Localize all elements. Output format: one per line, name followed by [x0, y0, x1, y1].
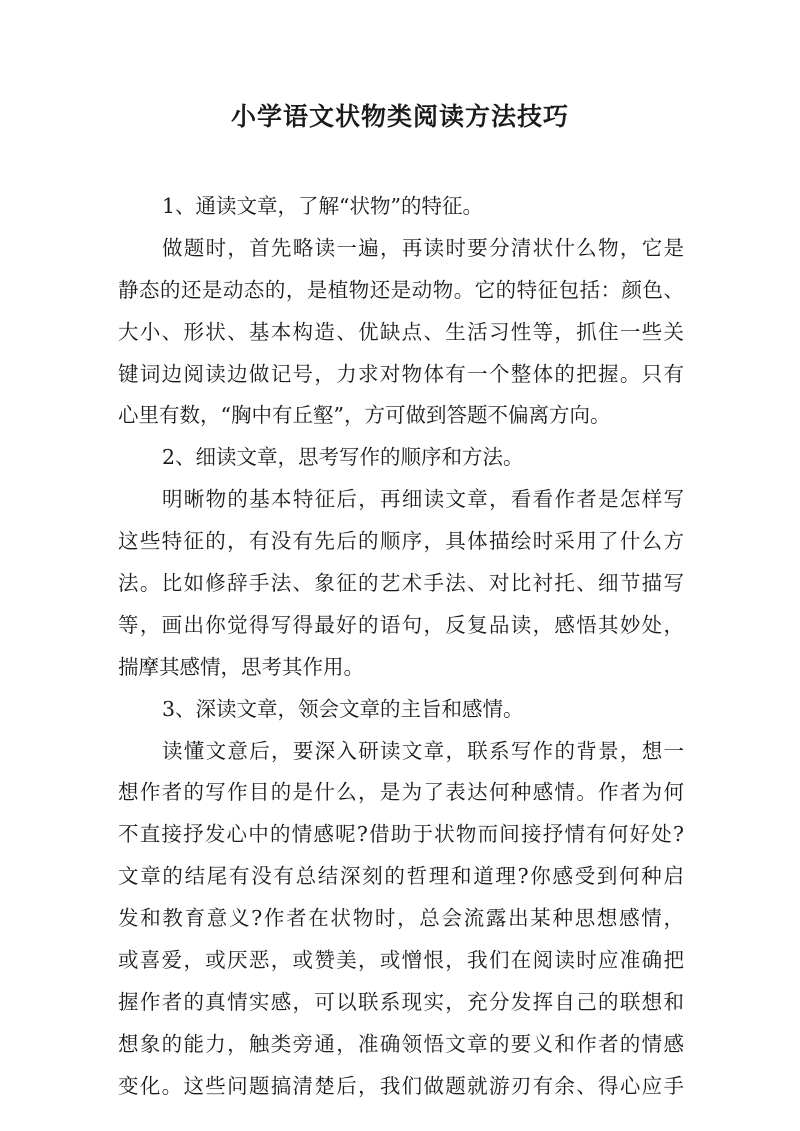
text-line: 键词边阅读边做记号，力求对物体有一个整体的把握。只有 — [118, 361, 684, 386]
text-line: 1、通读文章，了解“状物”的特征。 — [162, 194, 484, 218]
text-line: 静态的还是动态的，是植物还是动物。它的特征包括：颜色、 — [118, 277, 684, 302]
text-line: 读懂文意后，要深入研读文章，联系写作的背景，想一 — [162, 738, 684, 763]
text-line: 或喜爱，或厌恶，或赞美，或憎恨，我们在阅读时应准确把 — [118, 948, 684, 973]
text-line: 心里有数，“胸中有丘壑”，方可做到答题不偏离方向。 — [118, 403, 611, 428]
text-line: 想作者的写作目的是什么，是为了表达何种感情。作者为何 — [118, 780, 684, 805]
text-line: 做题时，首先略读一遍，再读时要分清状什么物，它是 — [162, 235, 684, 260]
document-body — [118, 186, 684, 1108]
text-line: 大小、形状、基本构造、优缺点、生活习性等，抓住一些关 — [118, 319, 684, 344]
text-line: 想象的能力，触类旁通，准确领悟文章的要义和作者的情感 — [118, 1031, 684, 1056]
text-line: 揣摩其感情，思考其作用。 — [118, 654, 364, 679]
text-line: 握作者的真情实感，可以联系现实，充分发挥自己的联想和 — [118, 989, 684, 1014]
text-line: 法。比如修辞手法、象征的艺术手法、对比衬托、细节描写 — [118, 571, 684, 596]
text-line: 3、深读文章，领会文章的主旨和感情。 — [162, 696, 524, 721]
text-line: 变化。这些问题搞清楚后，我们做题就游刃有余、得心应手 — [118, 1073, 684, 1098]
text-line: 2、细读文章，思考写作的顺序和方法。 — [162, 445, 524, 470]
text-line: 文章的结尾有没有总结深刻的哲理和道理?你感受到何种启 — [118, 864, 684, 889]
text-line: 等，画出你觉得写得最好的语句，反复品读，感悟其妙处， — [118, 612, 684, 637]
text-line: 发和教育意义?作者在状物时，总会流露出某种思想感情， — [118, 906, 684, 931]
page-title: 小学语文状物类阅读方法技巧 — [230, 102, 569, 131]
text-line: 明晰物的基本特征后，再细读文章，看看作者是怎样写 — [162, 487, 684, 512]
text-line: 这些特征的，有没有先后的顺序，具体描绘时采用了什么方 — [118, 529, 684, 554]
text-line: 不直接抒发心中的情感呢?借助于状物而间接抒情有何好处? — [118, 822, 684, 847]
